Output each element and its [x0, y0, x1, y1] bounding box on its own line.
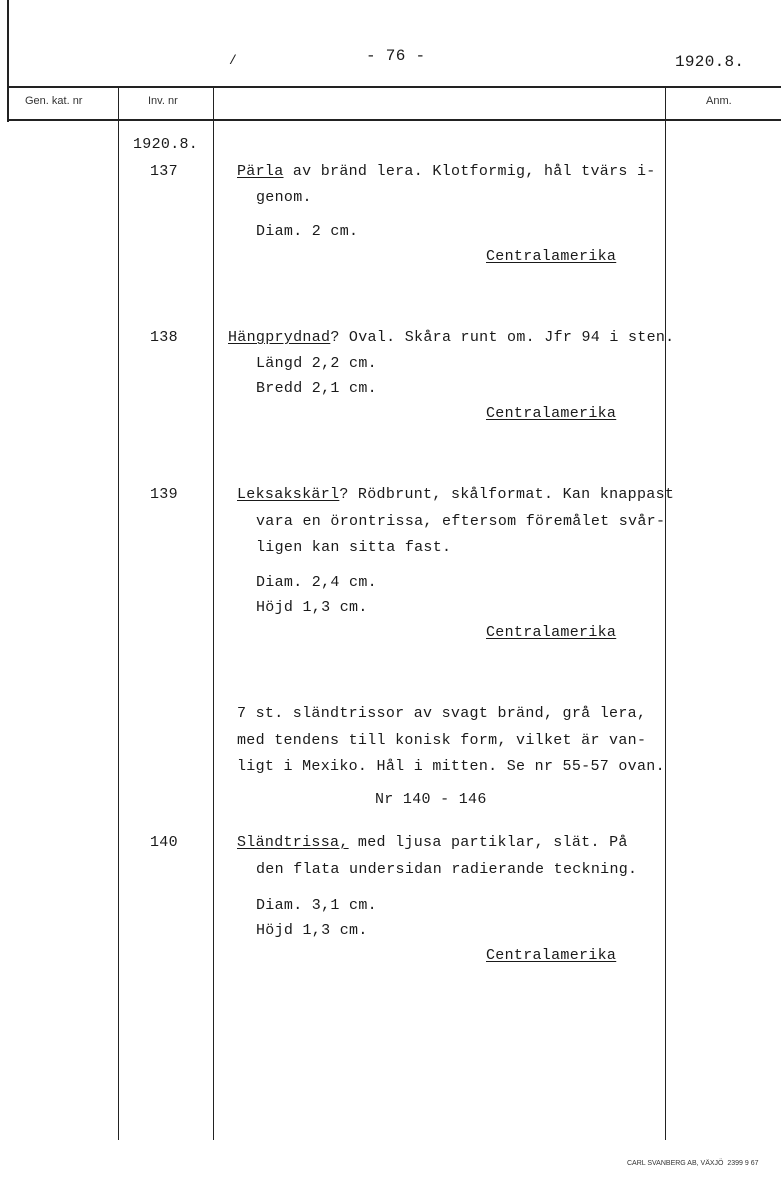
description-line: den flata undersidan radierande teckning.: [256, 861, 638, 878]
left-margin-rule: [7, 0, 9, 122]
accession-top: 1920.8.: [675, 53, 745, 71]
description-line: vara en örontrissa, eftersom föremålet svår-: [256, 513, 666, 530]
region-label: Centralamerika: [486, 248, 617, 265]
region-label: Centralamerika: [486, 405, 617, 422]
inv-column-rule: [118, 88, 119, 1140]
measurement: Höjd 1,3 cm.: [256, 599, 368, 616]
object-term: Hängprydnad: [228, 329, 331, 346]
page-number: - 76 -: [366, 47, 426, 65]
description-line: ? Rödbrunt, skålformat. Kan knappast: [339, 486, 675, 503]
accession-number: 1920.8.: [133, 136, 199, 153]
entry-text: [237, 163, 656, 181]
group-note-line: 7 st. sländtrissor av svagt bränd, grå lera,: [237, 705, 647, 722]
inv-number: 138: [150, 329, 178, 346]
anm-column-rule: [665, 88, 666, 1140]
group-note-line: ligt i Mexiko. Hål i mitten. Se nr 55-57 ovan.: [237, 758, 665, 775]
measurement: Höjd 1,3 cm.: [256, 922, 368, 939]
measurement: Bredd 2,1 cm.: [256, 380, 377, 397]
object-term: Leksakskärl: [237, 486, 340, 503]
pen-mark: /: [229, 53, 238, 68]
entry-text: [228, 329, 674, 347]
description-line: av bränd lera. Klotformig, hål tvärs i-: [283, 163, 656, 180]
inv-number: 139: [150, 486, 178, 503]
anm-header: Anm.: [706, 95, 732, 107]
description-line: med ljusa partiklar, slät. På: [348, 834, 628, 851]
measurement: Längd 2,2 cm.: [256, 355, 377, 372]
measurement: Diam. 2 cm.: [256, 223, 359, 240]
description-line: genom.: [256, 189, 312, 206]
measurement: Diam. 3,1 cm.: [256, 897, 377, 914]
group-note-line: med tendens till konisk form, vilket är van-: [237, 732, 647, 749]
desc-column-rule: [213, 88, 214, 1140]
number-range: Nr 140 - 146: [375, 791, 487, 808]
inv-header: Inv. nr: [148, 95, 178, 107]
printer-imprint: CARL SVANBERG AB, VÄXJÖ 2399 9 67: [627, 1160, 759, 1167]
description-line: ligen kan sitta fast.: [256, 539, 452, 556]
measurement: Diam. 2,4 cm.: [256, 574, 377, 591]
entry-text: [237, 486, 674, 504]
object-term: Pärla: [237, 163, 284, 180]
region-label: Centralamerika: [486, 624, 617, 641]
inv-number: 140: [150, 834, 178, 851]
region-label: Centralamerika: [486, 947, 617, 964]
object-term: Sländtrissa,: [237, 834, 349, 851]
description-line: ? Oval. Skåra runt om. Jfr 94 i sten.: [330, 329, 675, 346]
gen-kat-header: Gen. kat. nr: [25, 95, 83, 107]
inv-number: 137: [150, 163, 178, 180]
entry-text: [237, 834, 628, 852]
